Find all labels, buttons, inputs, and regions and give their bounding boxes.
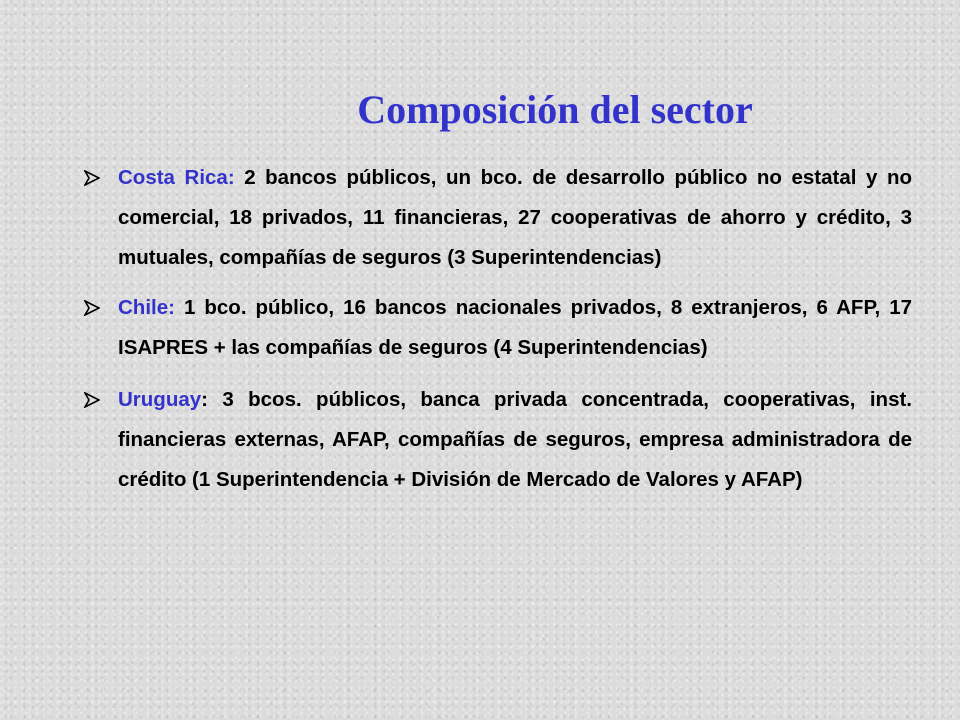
arrow-bullet-icon	[84, 380, 104, 420]
country-label: Chile:	[118, 296, 175, 319]
country-label: Costa Rica:	[118, 166, 235, 189]
bullet-list	[84, 158, 912, 510]
bullet-text: 1 bco. público, 16 bancos nacionales privados, 8 extranjeros, 6 AFP, 17 ISAPRES + las compañías de seguros (4 Superintendencias)	[118, 296, 912, 359]
slide-title: Composición del sector	[357, 87, 753, 132]
bullet-text: 2 bancos públicos, un bco. de desarrollo público no estatal y no comercial, 18 privados, 11 financieras, 27 cooperativas de ahorro y crédito, 3 mutuales, compañías de seguros (3 Superintendencias)	[118, 166, 912, 269]
arrow-bullet-icon	[84, 288, 104, 328]
country-label: Uruguay	[118, 388, 202, 411]
bullet-chile	[84, 288, 912, 368]
bullet-uruguay	[84, 380, 912, 500]
bullet-costa-rica	[84, 158, 912, 278]
bullet-text: : 3 bcos. públicos, banca privada concentrada, cooperativas, inst. financieras externas, AFAP, compañías de seguros, empresa administradora de crédito (1 Superintendencia + División de Mercado de Valores y AFAP)	[118, 388, 912, 491]
arrow-bullet-icon	[84, 158, 104, 198]
